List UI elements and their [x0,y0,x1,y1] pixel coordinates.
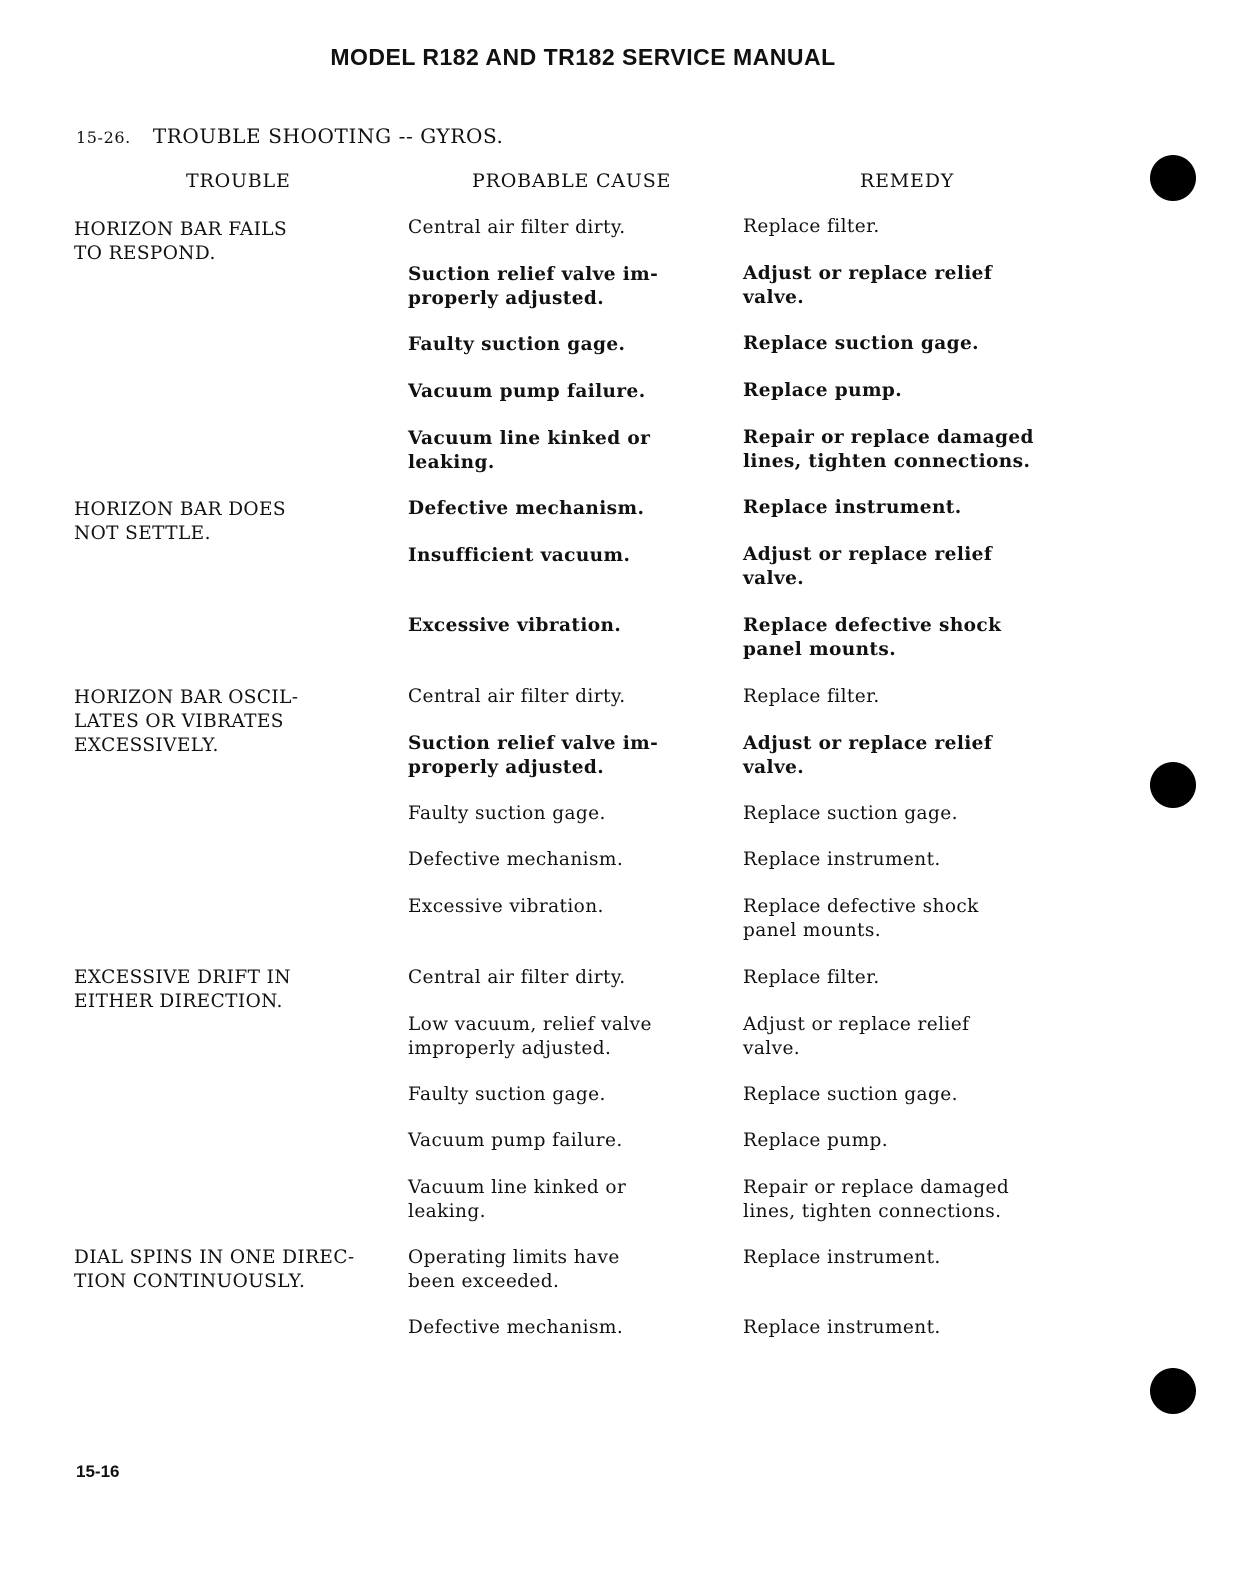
remedy-entry: Replace suction gage. [743,803,958,824]
cause-entry: Suction relief valve im- properly adjusted. [408,264,659,309]
section-heading: TROUBLE SHOOTING -- GYROS. [152,124,504,148]
remedy-entry: Replace instrument. [743,497,962,518]
remedy-entry: Adjust or replace relief valve. [743,1014,970,1059]
remedy-entry: Replace instrument. [743,1247,941,1268]
cause-entry: Central air filter dirty. [408,686,626,707]
trouble-entry: EXCESSIVE DRIFT IN EITHER DIRECTION. [74,967,291,1012]
remedy-entry: Replace filter. [743,967,880,988]
remedy-entry: Replace suction gage. [743,1084,958,1105]
remedy-entry: Replace suction gage. [743,333,979,354]
cause-entry: Faulty suction gage. [408,1084,606,1105]
remedy-entry: Adjust or replace relief valve. [743,733,993,778]
column-header-remedy: REMEDY [860,170,955,192]
cause-entry: Operating limits have been exceeded. [408,1247,620,1292]
cause-entry: Vacuum line kinked or leaking. [408,1177,627,1222]
column-header-trouble: TROUBLE [186,170,291,192]
page-number: 15-16 [76,1462,120,1481]
cause-entry: Insufficient vacuum. [408,545,631,566]
binder-hole [1150,155,1196,201]
cause-entry: Excessive vibration. [408,896,604,917]
binder-hole [1150,762,1196,808]
remedy-entry: Replace defective shock panel mounts. [743,615,1002,660]
binder-hole [1150,1368,1196,1414]
remedy-entry: Replace pump. [743,380,903,401]
section-number: 15-26. [76,128,131,147]
cause-entry: Faulty suction gage. [408,334,626,355]
trouble-entry: HORIZON BAR OSCIL- LATES OR VIBRATES EXCESSIVELY. [74,687,299,756]
remedy-entry: Repair or replace damaged lines, tighten connections. [743,1177,1010,1222]
trouble-entry: DIAL SPINS IN ONE DIREC- TION CONTINUOUSLY. [74,1247,355,1292]
remedy-entry: Replace instrument. [743,1317,941,1338]
trouble-entry: HORIZON BAR DOES NOT SETTLE. [74,499,286,544]
remedy-entry: Replace filter. [743,686,880,707]
remedy-entry: Adjust or replace relief valve. [743,544,993,589]
page-header: MODEL R182 AND TR182 SERVICE MANUAL [330,44,836,70]
remedy-entry: Repair or replace damaged lines, tighten connections. [743,427,1034,472]
remedy-entry: Replace instrument. [743,849,941,870]
cause-entry: Central air filter dirty. [408,967,626,988]
cause-entry: Vacuum pump failure. [408,1130,623,1151]
cause-entry: Central air filter dirty. [408,217,626,238]
cause-entry: Excessive vibration. [408,615,622,636]
remedy-entry: Replace pump. [743,1130,889,1151]
cause-entry: Vacuum pump failure. [408,381,646,402]
remedy-entry: Replace filter. [743,216,880,237]
section-title [76,124,504,148]
column-header-cause: PROBABLE CAUSE [472,170,672,192]
cause-entry: Suction relief valve im- properly adjusted. [408,733,659,778]
cause-entry: Defective mechanism. [408,1317,624,1338]
remedy-entry: Replace defective shock panel mounts. [743,896,979,941]
cause-entry: Defective mechanism. [408,849,624,870]
remedy-entry: Adjust or replace relief valve. [743,263,993,308]
cause-entry: Defective mechanism. [408,498,645,519]
trouble-entry: HORIZON BAR FAILS TO RESPOND. [74,219,288,264]
cause-entry: Faulty suction gage. [408,803,606,824]
cause-entry: Low vacuum, relief valve improperly adjusted. [408,1014,652,1059]
cause-entry: Vacuum line kinked or leaking. [408,428,651,473]
